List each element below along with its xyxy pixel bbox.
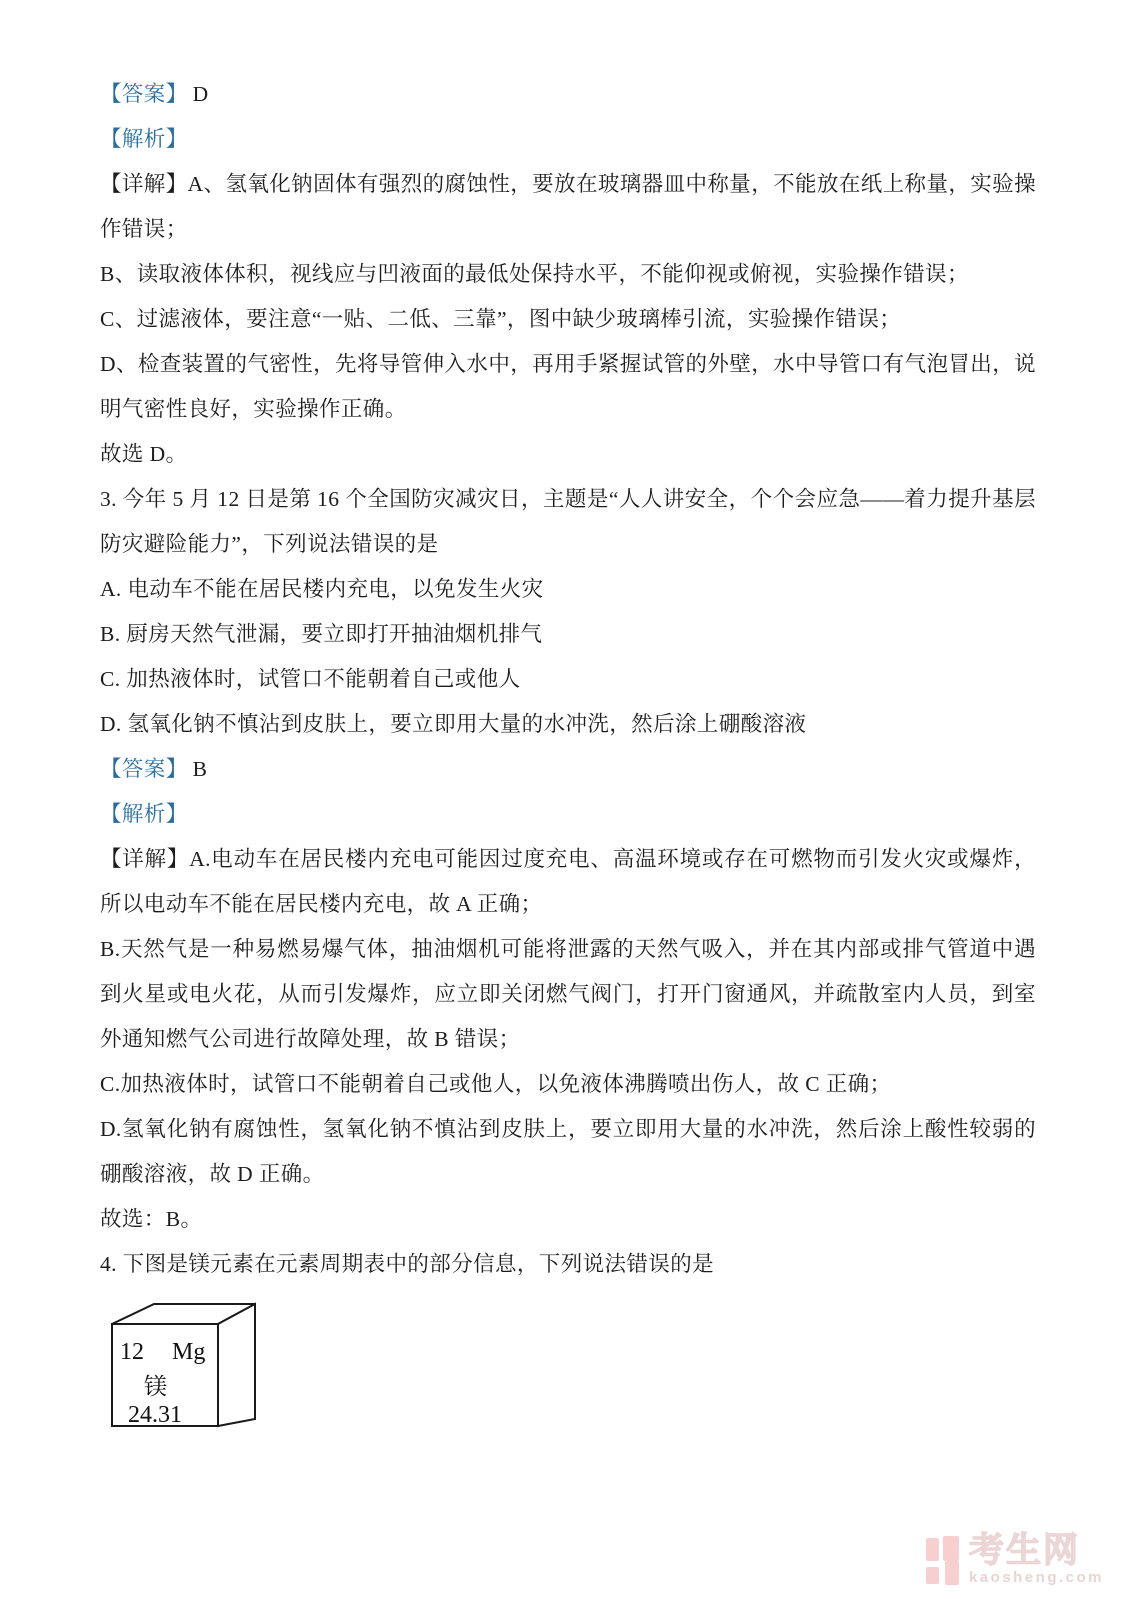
detail-paragraph-b: B.天然气是一种易燃易爆气体，抽油烟机可能将泄露的天然气吸入，并在其内部或排气管道中遇到火星或电火花，从而引发爆炸，应立即关闭燃气阀门，打开门窗通风，并疏散室内人员，到室外通知燃气公司进行故障处理，故 B 错误； [100, 937, 1036, 1051]
answer-line-q2 [100, 72, 1036, 117]
question-3-option-c: C. 加热液体时，试管口不能朝着自己或他人 [100, 667, 521, 691]
atomic-mass: 24.31 [128, 1402, 182, 1428]
analysis-label: 【解析】 [100, 802, 188, 826]
periodic-table-cube-diagram [106, 1299, 266, 1437]
answer-label: 【答案】 [100, 757, 188, 781]
analysis-label: 【解析】 [100, 127, 188, 151]
atomic-number: 12 [120, 1339, 144, 1365]
logo-block [926, 1538, 939, 1561]
document-content [100, 72, 1036, 1437]
watermark [926, 1533, 1104, 1585]
answer-value: B [192, 757, 208, 781]
detail-paragraph-c: C、过滤液体，要注意“一贴、二低、三靠”，图中缺少玻璃棒引流，实验操作错误； [100, 307, 902, 331]
element-name: 镁 [144, 1374, 167, 1399]
element-symbol: Mg [172, 1339, 206, 1365]
watermark-text [969, 1533, 1104, 1585]
detail-text: A.电动车在居民楼内充电可能因过度充电、高温环境或存在可燃物而引发火灾或爆炸，所以电动车不能在居民楼内充电，故 A 正确； [100, 847, 1036, 916]
logo-block [945, 1561, 959, 1585]
detail-label: 【详解】 [100, 172, 188, 196]
detail-paragraph-b: B、读取液体体积，视线应与凹液面的最低处保持水平，不能仰视或俯视，实验操作错误； [100, 262, 969, 286]
detail-text: A、氢氧化钠固体有强烈的腐蚀性，要放在玻璃器皿中称量，不能放在纸上称量，实验操作错误； [100, 172, 1036, 241]
detail-label: 【详解】 [100, 847, 190, 871]
element-cell-figure [106, 1299, 266, 1437]
detail-paragraph-c: C.加热液体时，试管口不能朝着自己或他人，以免液体沸腾喷出伤人，故 C 正确； [100, 1072, 892, 1096]
question-3-option-d: D. 氢氧化钠不慎沾到皮肤上，要立即用大量的水冲洗，然后涂上硼酸溶液 [100, 712, 807, 736]
answer-value: D [192, 82, 209, 106]
analysis-line-q2 [100, 117, 1036, 162]
answer-label: 【答案】 [100, 82, 188, 106]
watermark-site-domain: kaosheng.com [968, 1569, 1104, 1586]
answer-line-q3 [100, 747, 1036, 792]
kaosheng-logo-icon [926, 1535, 959, 1585]
question-3-stem: 3. 今年 5 月 12 日是第 16 个全国防灾减灾日，主题是“人人讲安全，个个会应急——着力提升基层防灾避险能力”，下列说法错误的是 [100, 487, 1036, 556]
watermark-site-name: 考生网 [968, 1531, 1080, 1570]
question-4-stem: 4. 下图是镁元素在元素周期表中的部分信息，下列说法错误的是 [100, 1252, 715, 1276]
conclusion-line-q2: 故选 D。 [100, 442, 188, 466]
conclusion-line-q3: 故选：B。 [100, 1207, 203, 1231]
logo-block [926, 1567, 939, 1584]
detail-paragraph-a [100, 837, 1036, 927]
analysis-line-q3 [100, 792, 1036, 837]
detail-paragraph-d: D.氢氧化钠有腐蚀性，氢氧化钠不慎沾到皮肤上，要立即用大量的水冲洗，然后涂上酸性较弱的硼酸溶液，故 D 正确。 [100, 1117, 1036, 1186]
logo-block [943, 1536, 959, 1561]
detail-paragraph-d: D、检查装置的气密性，先将导管伸入水中，再用手紧握试管的外壁，水中导管口有气泡冒出，说明气密性良好，实验操作正确。 [100, 352, 1036, 421]
detail-paragraph-a [100, 162, 1036, 252]
question-3-option-b: B. 厨房天然气泄漏，要立即打开抽油烟机排气 [100, 622, 543, 646]
cube-right-face [218, 1304, 255, 1426]
question-3-option-a: A. 电动车不能在居民楼内充电，以免发生火灾 [100, 577, 544, 601]
